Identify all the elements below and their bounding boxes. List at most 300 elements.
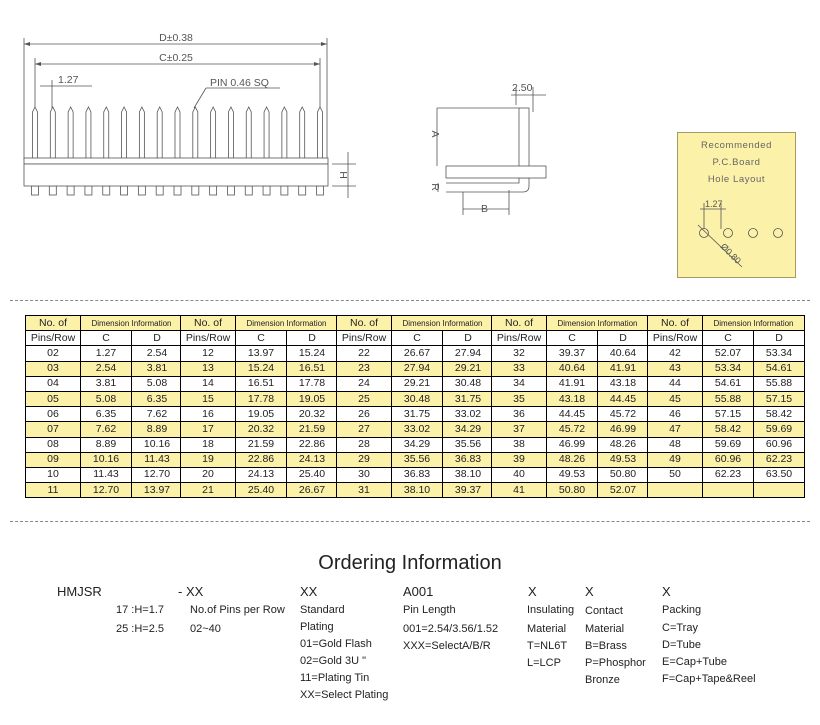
pcb-holes xyxy=(678,133,797,279)
d-cell: 21.59 xyxy=(287,422,338,437)
table-row xyxy=(648,467,805,482)
pins-cell: 47 xyxy=(648,422,703,437)
pin xyxy=(282,107,287,158)
pins-cell: 30 xyxy=(337,467,392,482)
dim-h-label: H xyxy=(337,171,349,179)
table-row xyxy=(26,407,183,422)
insulating-option-2: L=LCP xyxy=(527,657,561,669)
pin-tail xyxy=(67,186,74,195)
pins-cell: 29 xyxy=(337,452,392,467)
d-cell: 31.75 xyxy=(443,391,494,406)
plating-label-2: Plating xyxy=(300,621,334,633)
pins-cell: 42 xyxy=(648,346,703,361)
pin-tail xyxy=(245,186,252,195)
plating-option-4: XX=Select Plating xyxy=(300,689,389,701)
pins-cell: 26 xyxy=(337,407,392,422)
pin-tail xyxy=(85,186,92,195)
pcb-title-1: Recommended xyxy=(700,140,773,151)
c-cell: 45.72 xyxy=(547,422,598,437)
pins-cell: 49 xyxy=(648,452,703,467)
pins-code: - XX xyxy=(178,584,204,599)
c-cell: 40.64 xyxy=(547,361,598,376)
pins-cell: 27 xyxy=(337,422,392,437)
c-cell: 30.48 xyxy=(392,391,443,406)
c-cell: 17.78 xyxy=(236,391,287,406)
d-cell: 50.80 xyxy=(598,467,649,482)
d-cell: 44.45 xyxy=(598,391,649,406)
pins-cell xyxy=(648,483,703,498)
d-cell: 30.48 xyxy=(443,376,494,391)
d-cell: 52.07 xyxy=(598,483,649,498)
d-cell: 25.40 xyxy=(287,467,338,482)
table-row xyxy=(648,452,805,467)
table-row xyxy=(26,376,183,391)
c-cell: 62.23 xyxy=(703,467,754,482)
c-cell: 57.15 xyxy=(703,407,754,422)
table-row xyxy=(26,452,183,467)
pin xyxy=(68,107,73,158)
plating-label-1: Standard xyxy=(300,604,345,616)
d-cell: 12.70 xyxy=(132,467,183,482)
pin xyxy=(228,107,233,158)
dim-a-label: A xyxy=(429,130,441,138)
col-d-header: D xyxy=(443,331,494,346)
d-cell: 41.91 xyxy=(598,361,649,376)
d-cell: 59.69 xyxy=(754,422,805,437)
pin-tail xyxy=(317,186,324,195)
pcb-pitch-label: 1.27 xyxy=(705,199,723,209)
d-cell: 17.78 xyxy=(287,376,338,391)
pins-cell: 07 xyxy=(26,422,81,437)
pins-cell: 44 xyxy=(648,376,703,391)
pitch-label: 1.27 xyxy=(58,74,79,86)
d-cell: 3.81 xyxy=(132,361,183,376)
c-cell: 7.62 xyxy=(81,422,132,437)
pins-cell: 17 xyxy=(181,422,236,437)
table-row xyxy=(181,391,338,406)
d-cell: 57.15 xyxy=(754,391,805,406)
col-pins-header: No. of xyxy=(181,316,236,331)
pins-range: 02~40 xyxy=(190,623,221,635)
c-cell: 20.32 xyxy=(236,422,287,437)
pins-cell: 33 xyxy=(492,361,547,376)
table-row xyxy=(648,483,805,498)
d-cell: 35.56 xyxy=(443,437,494,452)
col-pins-header-2: Pins/Row xyxy=(26,331,81,346)
pins-cell: 13 xyxy=(181,361,236,376)
table-row xyxy=(26,483,183,498)
c-cell: 46.99 xyxy=(547,437,598,452)
c-cell: 3.81 xyxy=(81,376,132,391)
table-row xyxy=(492,346,649,361)
table-row xyxy=(181,376,338,391)
pin-tail xyxy=(192,186,199,195)
table-row xyxy=(648,407,805,422)
table-row xyxy=(648,376,805,391)
dim-b-label: B xyxy=(481,203,489,215)
plating-option-3: 11=Plating Tin xyxy=(300,672,370,684)
contact-label-1: Contact xyxy=(585,605,623,617)
d-cell: 40.64 xyxy=(598,346,649,361)
pin xyxy=(157,107,162,158)
pin xyxy=(175,107,180,158)
d-cell: 43.18 xyxy=(598,376,649,391)
series-code: HMJSR xyxy=(57,584,102,599)
table-row xyxy=(181,467,338,482)
pins-cell: 22 xyxy=(337,346,392,361)
table-row xyxy=(492,391,649,406)
c-cell: 2.54 xyxy=(81,361,132,376)
pin-tail xyxy=(49,186,56,195)
pcb-title-2: P.C.Board xyxy=(712,157,761,168)
table-row xyxy=(648,422,805,437)
pin xyxy=(50,107,55,158)
pins-cell: 03 xyxy=(26,361,81,376)
d-cell: 39.37 xyxy=(443,483,494,498)
divider xyxy=(10,521,810,522)
col-dim-header: Dimension Information xyxy=(703,316,805,331)
table-row xyxy=(337,391,494,406)
height-option-1: 17 :H=1.7 xyxy=(116,604,165,616)
pins-cell: 14 xyxy=(181,376,236,391)
pins-cell: 50 xyxy=(648,467,703,482)
col-d-header: D xyxy=(132,331,183,346)
c-cell: 60.96 xyxy=(703,452,754,467)
packing-option-3: E=Cap+Tube xyxy=(662,656,728,668)
dim-r-label: R xyxy=(429,183,441,191)
c-cell: 58.42 xyxy=(703,422,754,437)
packing-description: Packing xyxy=(662,604,702,616)
c-cell: 26.67 xyxy=(392,346,443,361)
d-cell: 15.24 xyxy=(287,346,338,361)
table-row xyxy=(337,346,494,361)
side-offset-label: 2.50 xyxy=(512,82,533,94)
pin xyxy=(318,107,323,158)
d-cell: 45.72 xyxy=(598,407,649,422)
table-row xyxy=(26,391,183,406)
d-cell: 5.08 xyxy=(132,376,183,391)
pin-tail xyxy=(174,186,181,195)
packing-option-2: D=Tube xyxy=(662,639,702,651)
col-pins-header: No. of xyxy=(492,316,547,331)
d-cell: 6.35 xyxy=(132,391,183,406)
c-cell: 29.21 xyxy=(392,376,443,391)
c-cell: 48.26 xyxy=(547,452,598,467)
table-row xyxy=(337,376,494,391)
length-option-1: 001=2.54/3.56/1.52 xyxy=(403,623,499,635)
pin-tail xyxy=(103,186,110,195)
col-pins-header-2: Pins/Row xyxy=(648,331,703,346)
c-cell: 13.97 xyxy=(236,346,287,361)
pin-tail xyxy=(32,186,39,195)
pins-cell: 37 xyxy=(492,422,547,437)
pins-cell: 39 xyxy=(492,452,547,467)
length-code: A001 xyxy=(403,584,434,599)
d-cell: 24.13 xyxy=(287,452,338,467)
insulating-option-1: T=NL6T xyxy=(527,640,568,652)
table-row xyxy=(26,361,183,376)
divider xyxy=(10,300,810,301)
col-c-header: C xyxy=(81,331,132,346)
col-pins-header-2: Pins/Row xyxy=(181,331,236,346)
pins-cell: 34 xyxy=(492,376,547,391)
pin xyxy=(33,107,38,158)
d-cell: 33.02 xyxy=(443,407,494,422)
pins-cell: 25 xyxy=(337,391,392,406)
pins-cell: 11 xyxy=(26,483,81,498)
dimension-table xyxy=(491,315,649,498)
col-c-header: C xyxy=(547,331,598,346)
col-dim-header: Dimension Information xyxy=(392,316,494,331)
insulating-label-1: Insulating xyxy=(527,604,575,616)
pins-cell: 28 xyxy=(337,437,392,452)
pins-cell: 32 xyxy=(492,346,547,361)
pin-tail xyxy=(121,186,128,195)
contact-code: X xyxy=(585,584,594,599)
table-row xyxy=(492,437,649,452)
pins-cell: 48 xyxy=(648,437,703,452)
d-cell: 27.94 xyxy=(443,346,494,361)
plating-option-1: 01=Gold Flash xyxy=(300,638,372,650)
pins-cell: 31 xyxy=(337,483,392,498)
d-cell: 54.61 xyxy=(754,361,805,376)
dim-c-label: C±0.25 xyxy=(159,52,193,64)
c-cell: 55.88 xyxy=(703,391,754,406)
header-body xyxy=(24,158,328,164)
d-cell: 34.29 xyxy=(443,422,494,437)
d-cell: 62.23 xyxy=(754,452,805,467)
pin xyxy=(104,107,109,158)
pins-cell: 19 xyxy=(181,452,236,467)
col-pins-header: No. of xyxy=(26,316,81,331)
table-row xyxy=(26,346,183,361)
d-cell: 2.54 xyxy=(132,346,183,361)
dimension-table xyxy=(180,315,338,498)
pins-cell: 45 xyxy=(648,391,703,406)
c-cell xyxy=(703,483,754,498)
d-cell: 36.83 xyxy=(443,452,494,467)
pins-cell: 38 xyxy=(492,437,547,452)
table-row xyxy=(648,391,805,406)
table-row xyxy=(26,422,183,437)
pin xyxy=(211,107,216,158)
c-cell: 5.08 xyxy=(81,391,132,406)
c-cell: 1.27 xyxy=(81,346,132,361)
table-row xyxy=(181,437,338,452)
c-cell: 34.29 xyxy=(392,437,443,452)
table-row xyxy=(337,422,494,437)
table-row xyxy=(492,361,649,376)
col-pins-header-2: Pins/Row xyxy=(492,331,547,346)
pins-cell: 35 xyxy=(492,391,547,406)
c-cell: 52.07 xyxy=(703,346,754,361)
d-cell: 58.42 xyxy=(754,407,805,422)
c-cell: 53.34 xyxy=(703,361,754,376)
d-cell: 13.97 xyxy=(132,483,183,498)
pcb-hole-layout xyxy=(677,132,796,278)
pin-tail xyxy=(299,186,306,195)
d-cell: 60.96 xyxy=(754,437,805,452)
pins-cell: 24 xyxy=(337,376,392,391)
d-cell: 49.53 xyxy=(598,452,649,467)
table-row xyxy=(648,361,805,376)
pins-cell: 04 xyxy=(26,376,81,391)
col-dim-header: Dimension Information xyxy=(81,316,183,331)
length-option-2: XXX=SelectA/B/R xyxy=(403,640,491,652)
pins-cell: 41 xyxy=(492,483,547,498)
c-cell: 8.89 xyxy=(81,437,132,452)
c-cell: 19.05 xyxy=(236,407,287,422)
c-cell: 39.37 xyxy=(547,346,598,361)
c-cell: 10.16 xyxy=(81,452,132,467)
c-cell: 27.94 xyxy=(392,361,443,376)
table-row xyxy=(337,467,494,482)
pins-cell: 36 xyxy=(492,407,547,422)
table-row xyxy=(492,483,649,498)
pins-cell: 05 xyxy=(26,391,81,406)
d-cell: 63.50 xyxy=(754,467,805,482)
pins-cell: 46 xyxy=(648,407,703,422)
c-cell: 15.24 xyxy=(236,361,287,376)
pin-tail xyxy=(263,186,270,195)
d-cell: 55.88 xyxy=(754,376,805,391)
table-row xyxy=(337,483,494,498)
pins-cell: 16 xyxy=(181,407,236,422)
table-row xyxy=(181,483,338,498)
d-cell: 10.16 xyxy=(132,437,183,452)
pin-size-label: PIN 0.46 SQ xyxy=(210,77,269,89)
d-cell: 20.32 xyxy=(287,407,338,422)
pin-tail xyxy=(210,186,217,195)
d-cell: 7.62 xyxy=(132,407,183,422)
insulating-code: X xyxy=(528,584,537,599)
pin xyxy=(246,107,251,158)
dimension-table xyxy=(647,315,805,498)
packing-code: X xyxy=(662,584,671,599)
col-d-header: D xyxy=(287,331,338,346)
d-cell: 46.99 xyxy=(598,422,649,437)
table-row xyxy=(492,376,649,391)
d-cell: 29.21 xyxy=(443,361,494,376)
col-pins-header: No. of xyxy=(648,316,703,331)
contact-option-2: P=Phosphor xyxy=(585,657,646,669)
col-pins-header-2: Pins/Row xyxy=(337,331,392,346)
col-dim-header: Dimension Information xyxy=(547,316,649,331)
ordering-title: Ordering Information xyxy=(318,552,502,574)
contact-option-1: B=Brass xyxy=(585,640,627,652)
c-cell: 36.83 xyxy=(392,467,443,482)
d-cell: 16.51 xyxy=(287,361,338,376)
c-cell: 16.51 xyxy=(236,376,287,391)
c-cell: 44.45 xyxy=(547,407,598,422)
table-row xyxy=(181,407,338,422)
c-cell: 11.43 xyxy=(81,467,132,482)
insulating-label-2: Material xyxy=(527,623,567,635)
pin-tail xyxy=(281,186,288,195)
col-dim-header: Dimension Information xyxy=(236,316,338,331)
pins-cell: 09 xyxy=(26,452,81,467)
pins-cell: 18 xyxy=(181,437,236,452)
c-cell: 24.13 xyxy=(236,467,287,482)
pin xyxy=(139,107,144,158)
pin xyxy=(264,107,269,158)
c-cell: 49.53 xyxy=(547,467,598,482)
d-cell: 8.89 xyxy=(132,422,183,437)
pin-tail xyxy=(138,186,145,195)
c-cell: 31.75 xyxy=(392,407,443,422)
table-row xyxy=(337,437,494,452)
table-row xyxy=(492,452,649,467)
pins-cell: 12 xyxy=(181,346,236,361)
pcb-title-3: Hole Layout xyxy=(707,174,766,185)
d-cell: 38.10 xyxy=(443,467,494,482)
pin xyxy=(86,107,91,158)
pin xyxy=(300,107,305,158)
pins-cell: 40 xyxy=(492,467,547,482)
table-row xyxy=(181,361,338,376)
pins-cell: 10 xyxy=(26,467,81,482)
contact-label-2: Material xyxy=(585,623,625,635)
pin-tail xyxy=(227,186,234,195)
col-d-header: D xyxy=(598,331,649,346)
c-cell: 41.91 xyxy=(547,376,598,391)
contact-option-3: Bronze xyxy=(585,674,620,686)
pin xyxy=(193,107,198,158)
height-option-2: 25 :H=2.5 xyxy=(116,623,165,635)
d-cell: 53.34 xyxy=(754,346,805,361)
c-cell: 54.61 xyxy=(703,376,754,391)
d-cell xyxy=(754,483,805,498)
table-row xyxy=(26,437,183,452)
table-row xyxy=(492,407,649,422)
table-row xyxy=(337,452,494,467)
pins-cell: 08 xyxy=(26,437,81,452)
col-c-header: C xyxy=(392,331,443,346)
pin-tail xyxy=(156,186,163,195)
pins-description: No.of Pins per Row xyxy=(190,604,285,616)
d-cell: 48.26 xyxy=(598,437,649,452)
table-row xyxy=(26,467,183,482)
pins-cell: 21 xyxy=(181,483,236,498)
d-cell: 26.67 xyxy=(287,483,338,498)
table-row xyxy=(337,361,494,376)
c-cell: 50.80 xyxy=(547,483,598,498)
dimension-table xyxy=(336,315,494,498)
c-cell: 21.59 xyxy=(236,437,287,452)
table-row xyxy=(181,452,338,467)
plating-code: XX xyxy=(300,584,318,599)
d-cell: 11.43 xyxy=(132,452,183,467)
length-description: Pin Length xyxy=(403,604,456,616)
table-row xyxy=(181,422,338,437)
c-cell: 38.10 xyxy=(392,483,443,498)
c-cell: 6.35 xyxy=(81,407,132,422)
col-pins-header: No. of xyxy=(337,316,392,331)
pins-cell: 43 xyxy=(648,361,703,376)
pcb-hole-dia-label: Ø0.80 xyxy=(718,241,744,266)
pins-cell: 02 xyxy=(26,346,81,361)
dimension-table xyxy=(25,315,183,498)
c-cell: 33.02 xyxy=(392,422,443,437)
table-row xyxy=(181,346,338,361)
col-c-header: C xyxy=(703,331,754,346)
table-row xyxy=(648,346,805,361)
c-cell: 59.69 xyxy=(703,437,754,452)
col-d-header: D xyxy=(754,331,805,346)
c-cell: 43.18 xyxy=(547,391,598,406)
d-cell: 22.86 xyxy=(287,437,338,452)
c-cell: 12.70 xyxy=(81,483,132,498)
